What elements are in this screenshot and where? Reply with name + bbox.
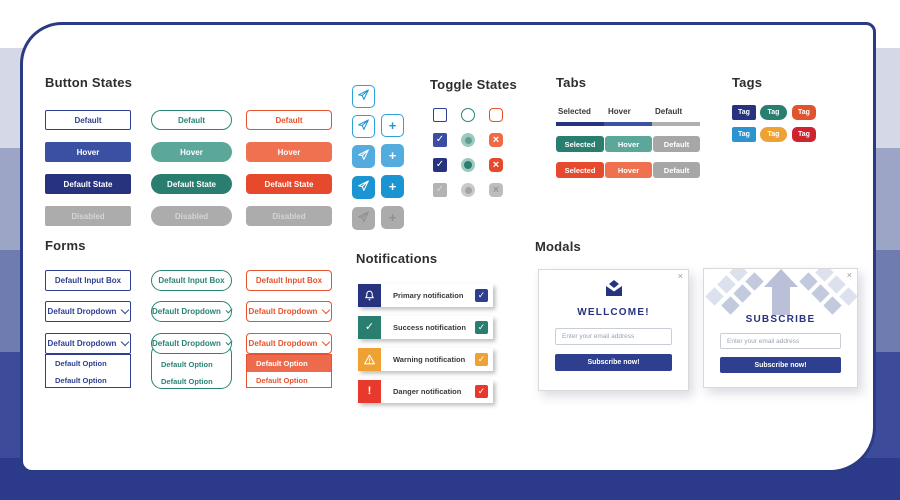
exclamation-icon: ! xyxy=(358,380,381,403)
plus-icon: + xyxy=(388,118,397,133)
tab-text-default[interactable]: Default xyxy=(655,107,683,116)
button-navy-disabled: Disabled xyxy=(45,206,131,226)
dropdown-teal[interactable] xyxy=(151,301,232,322)
email-field[interactable] xyxy=(555,328,672,345)
check-icon: ✓ xyxy=(358,316,381,339)
tab-pill-teal-selected[interactable]: Selected xyxy=(556,136,604,152)
check-icon: ✓ xyxy=(435,134,445,145)
dropdown-label: Default Dropdown xyxy=(47,307,117,316)
button-teal-hover[interactable]: Hover xyxy=(151,142,232,162)
chevron-down-icon xyxy=(322,337,330,345)
send-button-default[interactable] xyxy=(352,85,375,108)
button-orange-disabled: Disabled xyxy=(246,206,332,226)
input-box-teal[interactable]: Default Input Box xyxy=(151,270,232,291)
dropdown-option-selected[interactable]: Default Option xyxy=(247,355,331,372)
dropdown-label: Default Dropdown xyxy=(248,307,318,316)
dropdown-navy-expanded[interactable] xyxy=(45,333,131,354)
send-button-outline[interactable] xyxy=(352,115,375,138)
button-navy-hover[interactable]: Hover xyxy=(45,142,131,162)
send-icon xyxy=(357,118,370,136)
radio-dot xyxy=(465,187,472,194)
notification-checkbox[interactable] xyxy=(475,321,488,334)
dismiss-toggle-disabled xyxy=(489,183,503,197)
dropdown-navy[interactable] xyxy=(45,301,131,322)
subscribe-modal xyxy=(703,268,858,388)
tab-pill-orange-default[interactable]: Default xyxy=(653,162,700,178)
button-teal-default[interactable]: Default xyxy=(151,110,232,130)
chevron-down-icon xyxy=(225,338,232,345)
input-box-orange[interactable]: Default Input Box xyxy=(246,270,332,291)
dismiss-toggle-active[interactable] xyxy=(489,158,503,172)
modal-heading: SUBSCRIBE xyxy=(745,314,816,325)
dropdown-label: Default Dropdown xyxy=(248,339,318,348)
checkbox-checked[interactable] xyxy=(433,158,447,172)
send-icon xyxy=(357,148,370,166)
tab-text-hover[interactable]: Hover xyxy=(608,107,631,116)
email-field[interactable] xyxy=(720,333,841,349)
tag-amber: Tag xyxy=(760,127,787,142)
button-teal-disabled: Disabled xyxy=(151,206,232,226)
check-icon: ✓ xyxy=(477,386,486,396)
chevron-down-icon xyxy=(121,305,129,313)
notification-label: Warning notification xyxy=(393,355,466,364)
send-button-active[interactable] xyxy=(352,176,375,199)
section-title-toggle-states: Toggle States xyxy=(430,77,517,92)
plus-icon: + xyxy=(388,210,397,225)
dropdown-orange-options xyxy=(246,354,332,388)
tab-underline-hover[interactable] xyxy=(604,122,652,126)
button-navy-default[interactable]: Default xyxy=(45,110,131,130)
radio-disabled xyxy=(461,183,475,197)
tab-underline-selected[interactable] xyxy=(556,122,604,126)
dropdown-option[interactable]: Default Option xyxy=(161,377,213,386)
x-icon: × xyxy=(492,183,500,196)
dropdown-option[interactable]: Default Option xyxy=(161,360,213,369)
notification-success xyxy=(358,316,493,339)
radio-dot xyxy=(465,137,472,144)
x-icon: × xyxy=(492,133,500,146)
check-icon: ✓ xyxy=(435,159,445,170)
dropdown-label: Default Dropdown xyxy=(152,307,221,316)
section-title-button-states: Button States xyxy=(45,75,133,90)
section-title-modals: Modals xyxy=(535,239,581,254)
notification-checkbox[interactable] xyxy=(475,289,488,302)
send-button-disabled xyxy=(352,207,375,230)
send-button-hover[interactable] xyxy=(352,145,375,168)
tab-pill-orange-hover[interactable]: Hover xyxy=(605,162,652,178)
dropdown-option[interactable]: Default Option xyxy=(55,359,107,368)
tag-red: Tag xyxy=(792,127,816,142)
dropdown-orange-expanded[interactable] xyxy=(246,333,332,354)
bell-icon xyxy=(358,284,381,307)
section-title-forms: Forms xyxy=(45,238,86,253)
welcome-modal xyxy=(538,269,689,391)
notification-danger xyxy=(358,380,493,403)
plus-button-outline[interactable] xyxy=(381,114,404,137)
dismiss-toggle-empty[interactable] xyxy=(489,108,503,122)
close-icon[interactable]: × xyxy=(846,270,852,280)
envelope-icon xyxy=(539,280,688,297)
tab-pill-teal-default[interactable]: Default xyxy=(653,136,700,152)
send-icon xyxy=(357,210,370,228)
input-box-navy[interactable]: Default Input Box xyxy=(45,270,131,291)
subscribe-button[interactable]: Subscribe now! xyxy=(555,354,672,371)
dropdown-navy-options xyxy=(45,354,131,388)
tab-underline-default[interactable] xyxy=(652,122,700,126)
tab-pill-orange-selected[interactable]: Selected xyxy=(556,162,604,178)
plus-icon: + xyxy=(388,148,397,163)
checkbox-empty[interactable] xyxy=(433,108,447,122)
plus-icon: + xyxy=(388,179,397,194)
check-icon: ✓ xyxy=(435,184,445,195)
section-title-tabs: Tabs xyxy=(556,75,587,90)
check-icon: ✓ xyxy=(477,290,486,300)
tab-text-selected[interactable]: Selected xyxy=(558,107,591,116)
button-navy-state[interactable]: Default State xyxy=(45,174,131,194)
button-teal-state[interactable]: Default State xyxy=(151,174,232,194)
warning-triangle-icon xyxy=(358,348,381,371)
notification-checkbox[interactable] xyxy=(475,353,488,366)
checkbox-disabled xyxy=(433,183,447,197)
chevron-down-icon xyxy=(225,306,232,313)
notification-warning xyxy=(358,348,493,371)
chevron-down-icon xyxy=(322,305,330,313)
tag-light-blue: Tag xyxy=(732,127,756,142)
plus-button-hover[interactable] xyxy=(381,144,404,167)
checkbox-hover[interactable] xyxy=(433,133,447,147)
x-icon: × xyxy=(492,158,500,171)
tab-pill-teal-hover[interactable]: Hover xyxy=(605,136,652,152)
notification-label: Success notification xyxy=(393,323,466,332)
plus-button-active[interactable] xyxy=(381,175,404,198)
radio-hover[interactable] xyxy=(461,133,475,147)
notification-label: Danger notification xyxy=(393,387,462,396)
dropdown-option[interactable]: Default Option xyxy=(256,376,308,385)
tag-orange: Tag xyxy=(792,105,816,120)
tag-teal: Tag xyxy=(760,105,787,120)
tag-navy: Tag xyxy=(732,105,756,120)
dropdown-label: Default Dropdown xyxy=(152,339,221,348)
close-icon[interactable]: × xyxy=(677,271,683,281)
radio-empty[interactable] xyxy=(461,108,475,122)
dropdown-option[interactable]: Default Option xyxy=(55,376,107,385)
send-icon xyxy=(357,88,370,106)
chevron-down-icon xyxy=(121,337,129,345)
send-icon xyxy=(357,179,370,197)
section-title-notifications: Notifications xyxy=(356,251,438,266)
subscribe-button[interactable]: Subscribe now! xyxy=(720,357,841,373)
dropdown-teal-expanded[interactable] xyxy=(151,333,232,354)
radio-dot xyxy=(464,161,472,169)
check-icon: ✓ xyxy=(477,322,486,332)
radio-selected[interactable] xyxy=(461,158,475,172)
dropdown-label: Default Dropdown xyxy=(47,339,117,348)
plus-button-disabled xyxy=(381,206,404,229)
section-title-tags: Tags xyxy=(732,75,763,90)
button-orange-state[interactable]: Default State xyxy=(246,174,332,194)
dismiss-toggle-hover[interactable] xyxy=(489,133,503,147)
notification-checkbox[interactable] xyxy=(475,385,488,398)
notification-label: Primary notification xyxy=(393,291,464,300)
button-orange-default[interactable]: Default xyxy=(246,110,332,130)
button-orange-hover[interactable]: Hover xyxy=(246,142,332,162)
notification-primary xyxy=(358,284,493,307)
modal-heading: WELLCOME! xyxy=(577,307,650,318)
ui-kit-card xyxy=(20,22,876,473)
check-icon: ✓ xyxy=(477,354,486,364)
dropdown-orange[interactable] xyxy=(246,301,332,322)
